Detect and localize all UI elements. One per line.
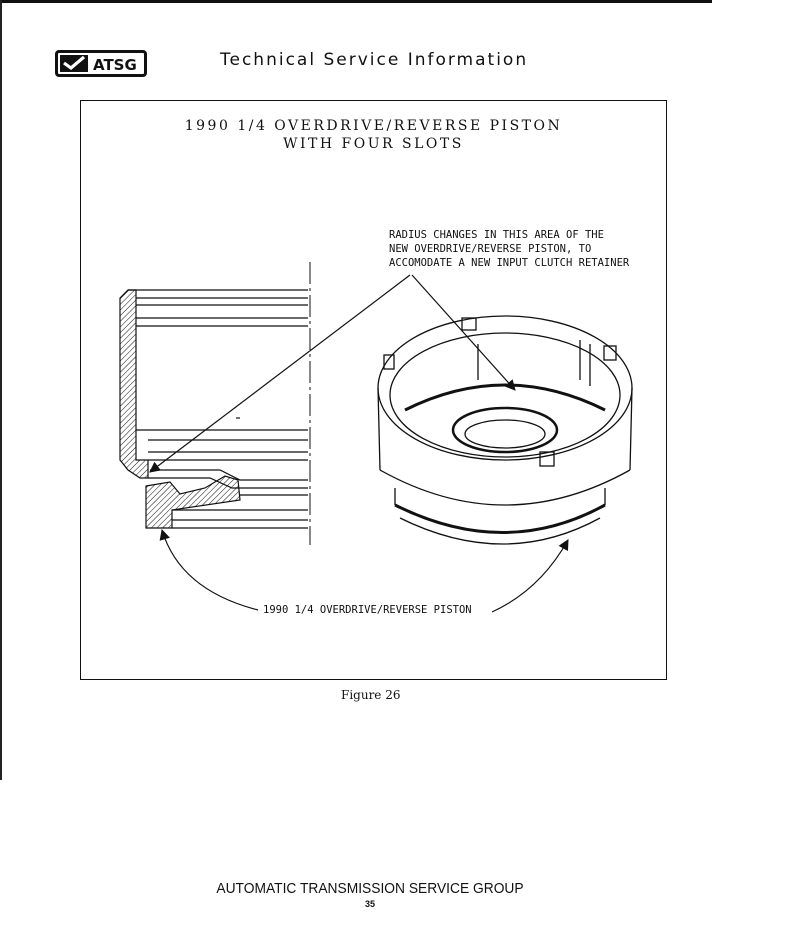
callout-line: RADIUS CHANGES IN THIS AREA OF THE	[389, 229, 604, 241]
figure-caption: Figure 26	[341, 688, 401, 702]
page-header-title: Technical Service Information	[220, 50, 529, 70]
piston-perspective-view	[378, 316, 632, 544]
figure-title-line-1: 1990 1/4 OVERDRIVE/REVERSE PISTON	[184, 118, 563, 134]
page-number: 35	[364, 899, 375, 909]
figure-title-line-2: WITH FOUR SLOTS	[283, 136, 464, 152]
logo-text: ATSG	[93, 56, 137, 74]
callout-line: NEW OVERDRIVE/REVERSE PISTON, TO	[389, 243, 592, 255]
callout-line: ACCOMODATE A NEW INPUT CLUTCH RETAINER	[389, 257, 630, 269]
cross-section-view	[120, 262, 310, 545]
footer-organization: AUTOMATIC TRANSMISSION SERVICE GROUP	[216, 880, 524, 897]
piston-label: 1990 1/4 OVERDRIVE/REVERSE PISTON	[263, 604, 472, 616]
